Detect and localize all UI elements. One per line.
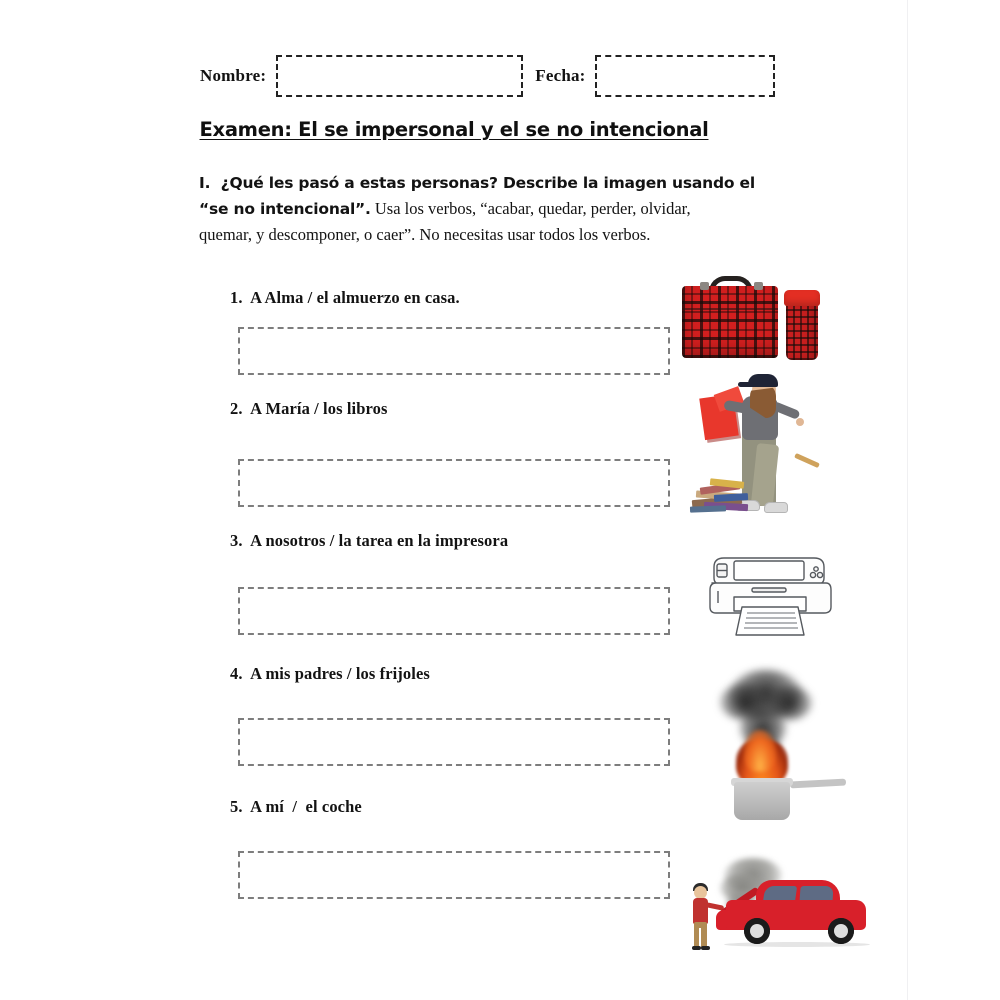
answer-box-5[interactable] (238, 851, 670, 899)
question-3-text: 3. A nosotros / la tarea en la impresora (230, 531, 509, 550)
answer-box-4[interactable] (238, 718, 670, 766)
thermos-cap (784, 290, 820, 306)
woman-shoe-right (764, 502, 788, 513)
question-2-text: 2. A María / los libros (230, 399, 388, 418)
woman-right-hand (796, 418, 804, 426)
question-3 (230, 531, 675, 551)
flame-inner (744, 730, 776, 772)
car-shadow (724, 942, 870, 947)
man-shoe-right (701, 946, 710, 950)
question-5-text: 5. A mí / el coche (230, 797, 362, 816)
section-number: I. (199, 174, 211, 192)
student-info-row (200, 52, 800, 100)
printer-svg (700, 545, 840, 640)
question-5 (230, 797, 675, 817)
answer-box-1[interactable] (238, 327, 670, 375)
woman-cap-brim (738, 382, 754, 387)
car-wheel-rear (828, 918, 854, 944)
lunchbox-clasp-left (700, 282, 709, 290)
pot-handle (790, 779, 846, 789)
man-leg-gap (699, 928, 701, 948)
pot-body (734, 782, 790, 820)
lunchbox-body (682, 286, 778, 358)
page-title: Examen: El se impersonal y el se no intencional (199, 118, 709, 141)
question-2 (230, 399, 675, 419)
fallen-books-pile (690, 472, 752, 514)
nombre-input[interactable] (276, 55, 523, 97)
instruction-rest-line-1: Usa los verbos, “acabar, quedar, perder, olvidar, (370, 199, 691, 218)
lunchbox-clasp-right (754, 282, 763, 290)
lunchbox-image (676, 268, 846, 360)
answer-box-2[interactable] (238, 459, 670, 507)
man-torso (693, 898, 708, 924)
instruction-bold-line-2: “se no intencional”. (199, 200, 371, 218)
fecha-label: Fecha: (535, 66, 586, 85)
question-1-text: 1. A Alma / el almuerzo en casa. (230, 288, 460, 307)
question-4-text: 4. A mis padres / los frijoles (230, 664, 430, 683)
dropping-books-image (690, 372, 820, 520)
car-wheel-front (744, 918, 770, 944)
broken-car-image (680, 858, 875, 968)
question-1 (230, 288, 675, 308)
fecha-input[interactable] (595, 55, 775, 97)
instruction-rest-line-2: quemar, y descomponer, o caer”. No necesitas usar todos los verbos. (199, 225, 651, 244)
printer-image (700, 545, 840, 640)
answer-box-3[interactable] (238, 587, 670, 635)
section-instructions (199, 170, 797, 247)
man-shoe-left (692, 946, 701, 950)
page-gutter (908, 0, 1000, 1000)
thermos-body (786, 302, 818, 360)
instruction-bold-line-1: ¿Qué les pasó a estas personas? Describe la imagen usando el (220, 174, 755, 192)
fallen-stick (794, 453, 820, 468)
question-4 (230, 664, 675, 684)
lunchbox-lid-line (682, 308, 778, 310)
nombre-label: Nombre: (200, 66, 267, 85)
burning-pot-image (700, 668, 850, 828)
